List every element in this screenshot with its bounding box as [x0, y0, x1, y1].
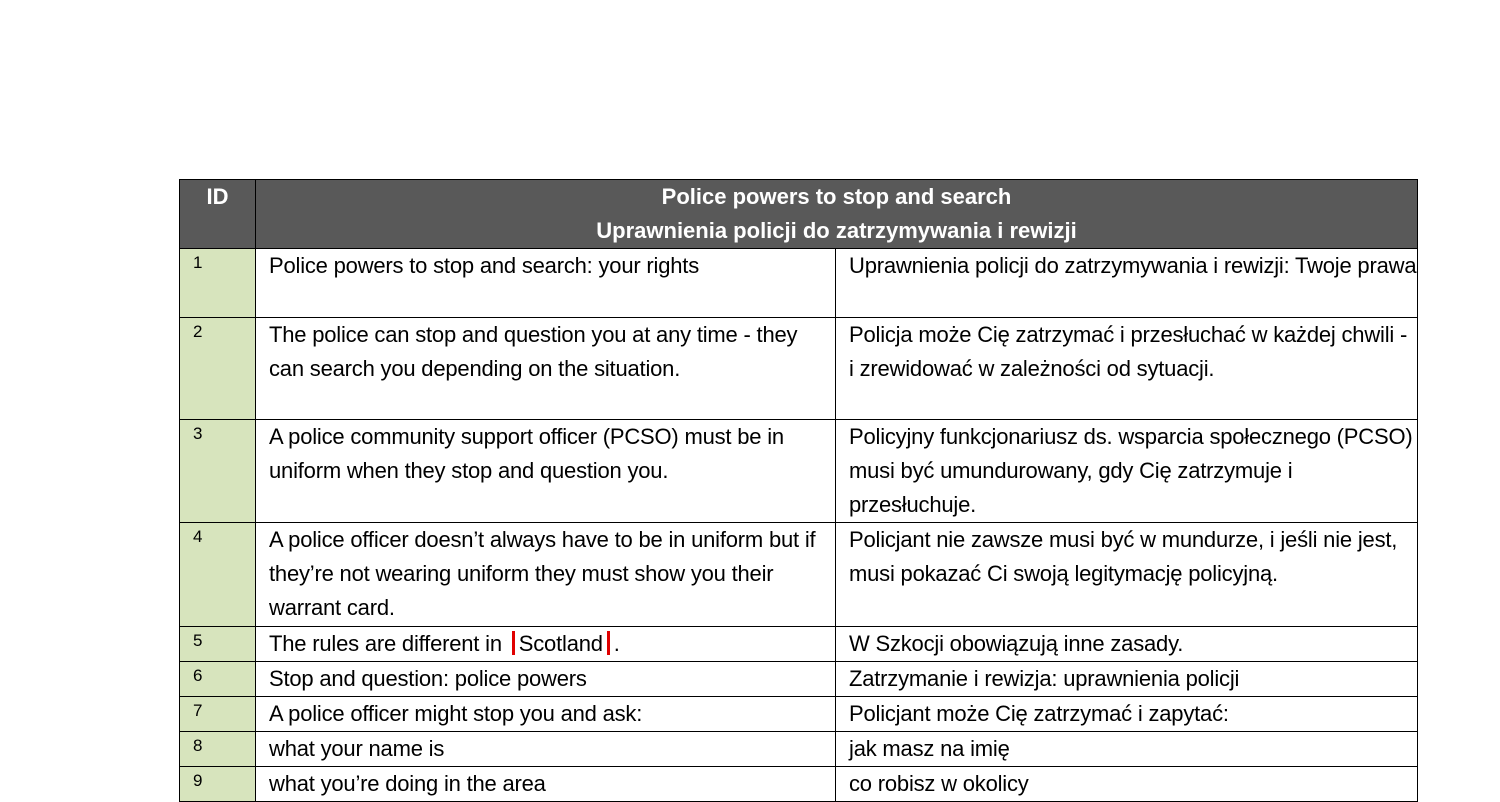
table-row: [180, 523, 1418, 627]
tag-marker-open: [512, 631, 515, 655]
row-id: 6: [180, 662, 256, 697]
polish-text: Zatrzymanie i rewizja: uprawnienia policji: [836, 662, 1418, 697]
table-header-row: [180, 180, 1418, 249]
table-row: [180, 627, 1418, 662]
title-en: Police powers to stop and search: [661, 184, 1012, 209]
row-id: 8: [180, 732, 256, 767]
tagged-word: Scotland: [518, 631, 603, 656]
row-id: 2: [180, 318, 256, 420]
table-row: [180, 662, 1418, 697]
row-id: 7: [180, 697, 256, 732]
english-text: The police can stop and question you at any time - they can search you depending on the situation.: [256, 318, 836, 420]
row-id: 5: [180, 627, 256, 662]
polish-text: Policjant może Cię zatrzymać i zapytać:: [836, 697, 1418, 732]
polish-text: Policyjny funkcjonariusz ds. wsparcia społecznego (PCSO) musi być umundurowany, gdy Cię zatrzymuje i przesłuchuje.: [836, 420, 1418, 523]
row-id: 4: [180, 523, 256, 627]
english-text: what you’re doing in the area: [256, 767, 836, 802]
english-text: A police community support officer (PCSO) must be in uniform when they stop and question you.: [256, 420, 836, 523]
polish-text: Policja może Cię zatrzymać i przesłuchać w każdej chwili - i zrewidować w zależności od sytuacji.: [836, 318, 1418, 420]
table-row: [180, 318, 1418, 420]
polish-text: co robisz w okolicy: [836, 767, 1418, 802]
english-text: [256, 627, 836, 662]
translation-table: [179, 179, 1418, 802]
polish-text: Policjant nie zawsze musi być w mundurze, i jeśli nie jest, musi pokazać Ci swoją legitymację policyjną.: [836, 523, 1418, 627]
polish-text: jak masz na imię: [836, 732, 1418, 767]
english-text: A police officer doesn’t always have to be in uniform but if they’re not wearing uniform they must show you their warrant card.: [256, 523, 836, 627]
table-row: [180, 697, 1418, 732]
title-pl: Uprawnienia policji do zatrzymywania i rewizji: [596, 218, 1077, 243]
row-id: 9: [180, 767, 256, 802]
polish-text: Uprawnienia policji do zatrzymywania i rewizji: Twoje prawa: [836, 249, 1418, 318]
table-row: [180, 420, 1418, 523]
table-row: [180, 732, 1418, 767]
table-row: [180, 249, 1418, 318]
polish-text: W Szkocji obowiązują inne zasady.: [836, 627, 1418, 662]
text-before: The rules are different in: [269, 631, 508, 656]
english-text: Stop and question: police powers: [256, 662, 836, 697]
text-after: .: [613, 631, 620, 656]
row-id: 1: [180, 249, 256, 318]
english-text: A police officer might stop you and ask:: [256, 697, 836, 732]
title-header: [256, 180, 1418, 249]
row-id: 3: [180, 420, 256, 523]
tag-marker-close: [607, 631, 610, 655]
english-text: Police powers to stop and search: your rights: [256, 249, 836, 318]
id-header: ID: [180, 180, 256, 249]
table-row: [180, 767, 1418, 802]
english-text: what your name is: [256, 732, 836, 767]
